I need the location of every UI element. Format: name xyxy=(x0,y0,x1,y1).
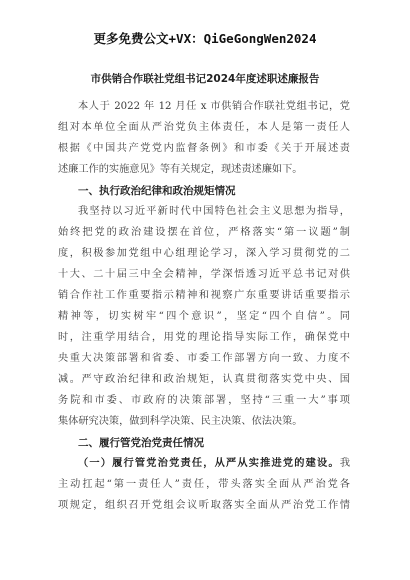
intro-line: 述廉工作的实施意见》等有关规定，现述责述廉如下。 xyxy=(58,164,303,175)
sub-heading-tail: 我 xyxy=(339,458,350,469)
body-line: 十大、二十届三中全会精神，学深悟透习近平总书记对供 xyxy=(58,269,350,280)
body-line: 时，注重学用结合，用党的理论指导实际工作，确保党中 xyxy=(58,332,350,343)
sub-heading-line xyxy=(58,457,350,471)
body-line: 度，积极参加党组中心组理论学习，深入学习贯彻党的二 xyxy=(58,248,350,259)
body-line: 销合作社工作重要指示精神和视察广东重要讲话重要指示 xyxy=(58,290,350,301)
body-line: 务院和市委、市政府的决策部署，坚持“三重一大”事项 xyxy=(58,395,350,406)
body-line: 精神等，切实树牢“四个意识”，坚定“四个自信”。同 xyxy=(58,311,350,322)
intro-line: 本人于 2022 年 12 月任 x 市供销合作联社党组书记，党 xyxy=(78,101,350,112)
body-line: 项规定，组织召开党组会议听取落实全面从严治党工作情 xyxy=(58,500,350,511)
body-line: 央重大决策部署和省委、市委工作部署方向一致、力度不 xyxy=(58,353,350,364)
body-line: 始终把党的政治建设摆在首位，严格落实“第一议题”制 xyxy=(58,227,350,238)
body-line: 减。严守政治纪律和政治规矩，认真贯彻落实党中央、国 xyxy=(58,374,350,385)
promo-banner: 更多免费公文+VX：QiGeGongWen2024 xyxy=(93,31,317,46)
document-title: 市供销合作联社党组书记2024年度述职述廉报告 xyxy=(90,73,320,85)
section-heading: 一、执行政治纪律和政治规矩情况 xyxy=(78,185,236,197)
body-line: 主动扛起“第一责任人”责任，带头落实全面从严治党各 xyxy=(58,479,350,490)
body-line: 集体研究决策，做到科学决策、民主决策、依法决策。 xyxy=(58,416,303,427)
sub-heading: （一）履行管党治党责任，从严从实推进党的建设。 xyxy=(78,458,340,469)
section-heading: 二、履行管党治党责任情况 xyxy=(78,437,204,449)
intro-line: 根据《中国共产党党内监督条例》和市委《关于开展述责 xyxy=(58,143,350,154)
intro-line: 组对本单位全面从严治党负主体责任，本人是第一责任人 xyxy=(58,122,350,133)
body-line: 我坚持以习近平新时代中国特色社会主义思想为指导， xyxy=(78,206,350,217)
